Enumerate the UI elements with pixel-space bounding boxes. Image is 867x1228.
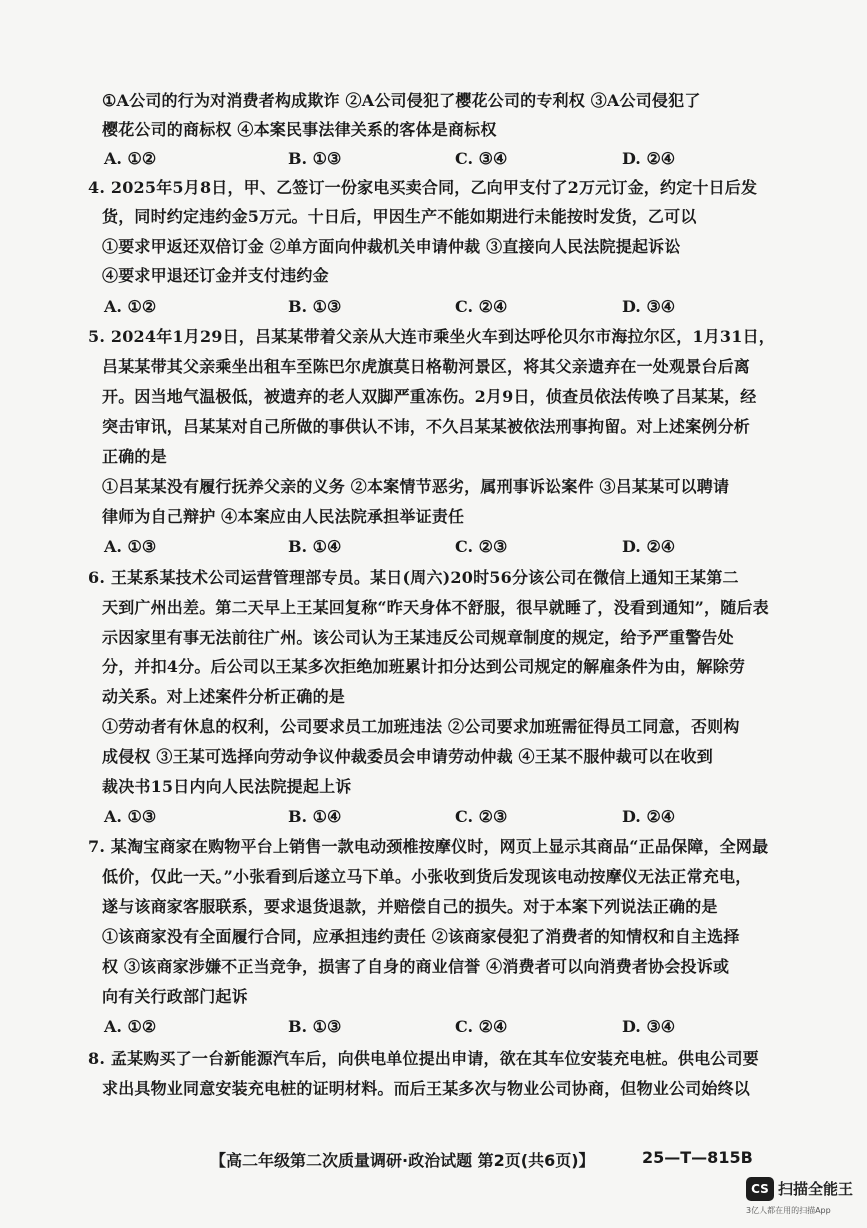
q6-stem-line-3: 示因家里有事无法前往广州。该公司认为王某违反公司规章制度的规定，给予严重警告处: [102, 628, 734, 647]
q3-option-d: D. ②④: [622, 149, 676, 168]
q6-option-a: A. ①③: [104, 807, 157, 826]
watermark-app-name: 扫描全能王: [778, 1180, 854, 1198]
q7-option-b: B. ①③: [288, 1017, 342, 1036]
page-footer-title: 【高二年级第二次质量调研·政治试题 第2页(共6页)】: [210, 1151, 595, 1170]
camscanner-logo-icon: CS: [746, 1177, 774, 1201]
q4-stem-line-2: 货，同时约定违约金5万元。十日后，甲因生产不能如期进行未能按时发货，乙可以: [102, 207, 697, 226]
q6-statement-line-2: 成侵权 ③王某可选择向劳动争议仲裁委员会申请劳动仲裁 ④王某不服仲裁可以在收到: [102, 747, 713, 766]
q7-stem-line-3: 遂与该商家客服联系，要求退货退款，并赔偿自己的损失。对于本案下列说法正确的是: [102, 897, 718, 916]
q3-statement-line-2: 樱花公司的商标权 ④本案民事法律关系的客体是商标权: [102, 120, 497, 139]
q7-option-c: C. ②④: [455, 1017, 508, 1036]
watermark-tagline: 3亿人都在用的扫描App: [746, 1206, 831, 1215]
q6-option-c: C. ②③: [455, 807, 508, 826]
q6-stem-line-5: 动关系。对上述案件分析正确的是: [102, 687, 346, 706]
q4-stem-line-1: 4. 2025年5月8日，甲、乙签订一份家电买卖合同，乙向甲支付了2万元订金，约定十日后发: [88, 178, 758, 197]
q5-stem-line-3: 开。因当地气温极低，被遗弃的老人双脚严重冻伤。2月9日，侦查员依法传唤了吕某某，经: [102, 387, 757, 406]
q5-option-c: C. ②③: [455, 537, 508, 556]
q8-stem-line-1: 8. 孟某购买了一台新能源汽车后，向供电单位提出申请，欲在其车位安装充电桩。供电公司要: [88, 1049, 759, 1068]
q7-statement-line-3: 向有关行政部门起诉: [102, 987, 248, 1006]
q6-stem-line-4: 分，并扣4分。后公司以王某多次拒绝加班累计扣分达到公司规定的解雇条件为由，解除劳: [102, 657, 746, 676]
q6-statement-line-3: 裁决书15日内向人民法院提起上诉: [102, 777, 352, 796]
q7-option-d: D. ③④: [622, 1017, 676, 1036]
q3-option-a: A. ①②: [104, 149, 157, 168]
q4-option-c: C. ②④: [455, 297, 508, 316]
q4-option-a: A. ①②: [104, 297, 157, 316]
q4-option-b: B. ①③: [288, 297, 342, 316]
q6-option-d: D. ②④: [622, 807, 676, 826]
q4-statement-line-2: ④要求甲退还订金并支付违约金: [102, 266, 329, 285]
q7-stem-line-1: 7. 某淘宝商家在购物平台上销售一款电动颈椎按摩仪时，网页上显示其商品“正品保障，全网最: [88, 837, 769, 856]
q8-stem-line-2: 求出具物业同意安装充电桩的证明材料。而后王某多次与物业公司协商，但物业公司始终以: [102, 1079, 751, 1098]
q6-statement-line-1: ①劳动者有休息的权利，公司要求员工加班违法 ②公司要求加班需征得员工同意，否则构: [102, 717, 740, 736]
q4-statement-line-1: ①要求甲返还双倍订金 ②单方面向仲裁机关申请仲裁 ③直接向人民法院提起诉讼: [102, 237, 681, 256]
q5-option-b: B. ①④: [288, 537, 342, 556]
q6-stem-line-1: 6. 王某系某技术公司运营管理部专员。某日(周六)20时56分该公司在微信上通知王某第二: [88, 568, 739, 587]
q4-option-d: D. ③④: [622, 297, 676, 316]
q7-statement-line-2: 权 ③该商家涉嫌不正当竞争，损害了自身的商业信誉 ④消费者可以向消费者协会投诉或: [102, 957, 730, 976]
q6-option-b: B. ①④: [288, 807, 342, 826]
q6-stem-line-2: 天到广州出差。第二天早上王某回复称“昨天身体不舒服，很早就睡了，没看到通知”，随后表: [102, 598, 769, 617]
q7-option-a: A. ①②: [104, 1017, 157, 1036]
scanner-watermark: [746, 1175, 858, 1221]
paper-code: 25—T—815B: [642, 1148, 753, 1167]
q5-stem-line-5: 正确的是: [102, 447, 167, 466]
q5-option-a: A. ①③: [104, 537, 157, 556]
q7-stem-line-2: 低价，仅此一天。”小张看到后遂立马下单。小张收到货后发现该电动按摩仪无法正常充电，: [102, 867, 752, 886]
q5-stem-line-1: 5. 2024年1月29日，吕某某带着父亲从大连市乘坐火车到达呼伦贝尔市海拉尔区，1月31日，: [88, 327, 776, 346]
q5-statement-line-1: ①吕某某没有履行抚养父亲的义务 ②本案情节恶劣，属刑事诉讼案件 ③吕某某可以聘请: [102, 477, 730, 496]
q3-statement-line-1: ①A公司的行为对消费者构成欺诈 ②A公司侵犯了樱花公司的专利权 ③A公司侵犯了: [102, 91, 701, 110]
q5-option-d: D. ②④: [622, 537, 676, 556]
q7-statement-line-1: ①该商家没有全面履行合同，应承担违约责任 ②该商家侵犯了消费者的知情权和自主选择: [102, 927, 740, 946]
q5-statement-line-2: 律师为自己辩护 ④本案应由人民法院承担举证责任: [102, 507, 465, 526]
q3-option-c: C. ③④: [455, 149, 508, 168]
q5-stem-line-4: 突击审讯，吕某某对自己所做的事供认不讳，不久吕某某被依法刑事拘留。对上述案例分析: [102, 417, 751, 436]
q5-stem-line-2: 吕某某带其父亲乘坐出租车至陈巴尔虎旗莫日格勒河景区，将其父亲遗弃在一处观景台后离: [102, 357, 751, 376]
q3-option-b: B. ①③: [288, 149, 342, 168]
